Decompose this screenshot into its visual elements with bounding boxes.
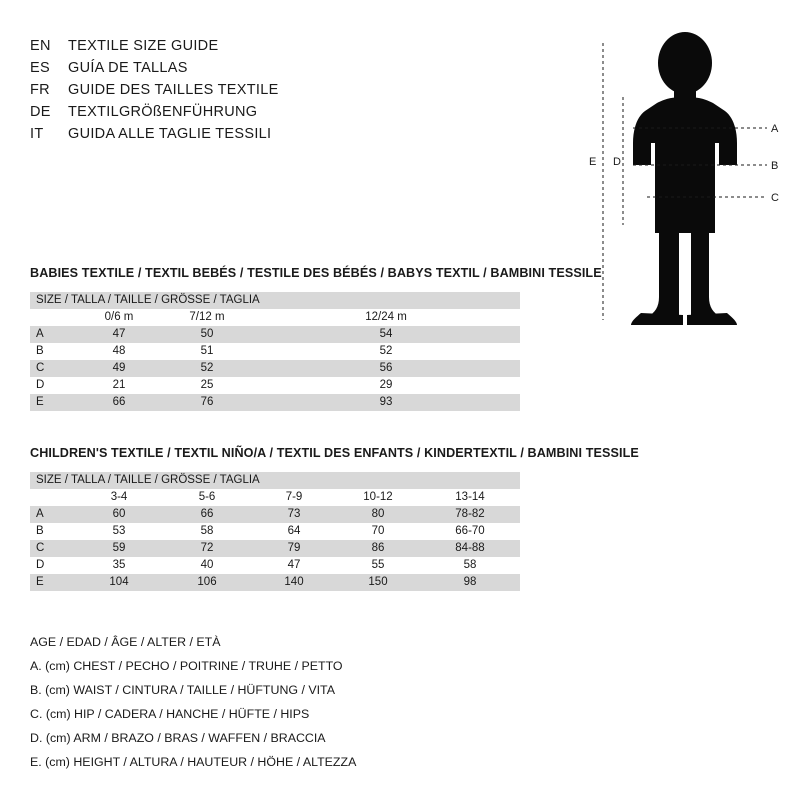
table-row [30,377,520,394]
children-c-2: 79 [287,542,301,554]
legend-item-e: E. (cm) HEIGHT / ALTURA / HAUTEUR / HÖHE / ALTEZZA [30,755,357,769]
legend-title: AGE / EDAD / ÂGE / ALTER / ETÀ [30,635,221,649]
children-e-0: 104 [109,576,129,588]
children-corner-cell [30,489,76,506]
title-row-de [30,104,450,126]
marker-label-e: E [589,156,597,168]
table-row [30,309,520,326]
babies-a-0: 47 [112,328,126,340]
babies-size-header: SIZE / TALLA / TAILLE / GRÖSSE / TAGLIA [30,292,520,309]
table-row [30,557,520,574]
children-size-header: SIZE / TALLA / TAILLE / GRÖSSE / TAGLIA [30,472,520,489]
children-a-2: 73 [287,508,301,520]
table-row [30,360,520,377]
title-text-en: TEXTILE SIZE GUIDE [68,38,219,54]
babies-a-1: 50 [200,328,214,340]
children-e-4: 98 [463,576,477,588]
children-section-heading: CHILDREN'S TEXTILE / TEXTIL NIÑO/A / TEXTIL DES ENFANTS / KINDERTEXTIL / BAMBINI TESSILE [30,446,639,460]
legend-item-d: D. (cm) ARM / BRAZO / BRAS / WAFFEN / BRACCIA [30,731,326,745]
legend-item-c: C. (cm) HIP / CADERA / HANCHE / HÜFTE / HIPS [30,707,310,721]
children-row-label-c: C [36,542,45,554]
children-size-table [30,472,520,591]
children-e-2: 140 [284,576,304,588]
babies-row-label-a: A [36,328,44,340]
title-row-es [30,60,450,82]
table-row [30,523,520,540]
babies-d-0: 21 [112,379,126,391]
children-col-2: 7-9 [252,489,336,506]
children-c-0: 59 [112,542,126,554]
children-b-3: 70 [371,525,385,537]
babies-c-2: 56 [379,362,393,374]
babies-corner-cell [30,309,76,326]
children-col-4: 13-14 [420,489,520,506]
children-d-2: 47 [287,559,301,571]
children-col-3: 10-12 [336,489,420,506]
child-silhouette-icon [575,25,790,325]
children-e-3: 150 [368,576,388,588]
title-lang-de: DE [30,104,51,120]
babies-row-label-e: E [36,396,44,408]
babies-c-0: 49 [112,362,126,374]
babies-a-2: 54 [379,328,393,340]
table-row [30,326,520,343]
measurement-legend [30,630,356,774]
babies-size-table [30,292,520,411]
babies-row-label-c: C [36,362,45,374]
table-row [30,574,520,591]
children-a-0: 60 [112,508,126,520]
children-a-1: 66 [200,508,214,520]
children-c-3: 86 [371,542,385,554]
table-row [30,394,520,411]
title-row-en [30,38,450,60]
children-b-1: 58 [200,525,214,537]
title-lang-es: ES [30,60,50,76]
babies-row-label-b: B [36,345,44,357]
marker-label-c: C [771,192,779,204]
children-d-0: 35 [112,559,126,571]
title-text-it: GUIDA ALLE TAGLIE TESSILI [68,126,272,142]
measurement-figure [575,25,790,325]
babies-b-2: 52 [379,345,393,357]
babies-e-1: 76 [200,396,214,408]
children-a-4: 78-82 [455,508,485,520]
legend-item-a: A. (cm) CHEST / PECHO / POITRINE / TRUHE / PETTO [30,659,343,673]
children-row-label-a: A [36,508,44,520]
title-text-es: GUÍA DE TALLAS [68,60,188,76]
title-text-fr: GUIDE DES TAILLES TEXTILE [68,82,279,98]
children-c-1: 72 [200,542,214,554]
babies-b-1: 51 [200,345,214,357]
children-b-4: 66-70 [455,525,485,537]
table-row [30,506,520,523]
table-row [30,540,520,557]
legend-item-b: B. (cm) WAIST / CINTURA / TAILLE / HÜFTUNG / VITA [30,683,335,697]
babies-col-0: 0/6 m [76,309,162,326]
table-row [30,343,520,360]
babies-e-2: 93 [379,396,393,408]
marker-label-a: A [771,123,779,135]
babies-col-1: 7/12 m [162,309,252,326]
title-block [30,38,450,148]
babies-section-heading: BABIES TEXTILE / TEXTIL BEBÉS / TESTILE DES BÉBÉS / BABYS TEXTIL / BAMBINI TESSILE [30,266,602,280]
children-row-label-e: E [36,576,44,588]
children-col-0: 3-4 [76,489,162,506]
babies-c-1: 52 [200,362,214,374]
title-lang-en: EN [30,38,51,54]
children-col-1: 5-6 [162,489,252,506]
children-b-2: 64 [287,525,301,537]
vertical-guides [603,43,623,320]
marker-label-b: B [771,160,779,172]
children-row-label-d: D [36,559,45,571]
silhouette-body [631,32,737,325]
babies-d-1: 25 [200,379,214,391]
children-a-3: 80 [371,508,385,520]
babies-col-2: 12/24 m [252,309,520,326]
babies-b-0: 48 [112,345,126,357]
children-d-1: 40 [200,559,214,571]
children-d-4: 58 [463,559,477,571]
marker-label-d: D [613,156,621,168]
title-text-de: TEXTILGRÖßENFÜHRUNG [68,104,258,120]
title-lang-it: IT [30,126,44,142]
title-row-it [30,126,450,148]
children-c-4: 84-88 [455,542,485,554]
babies-e-0: 66 [112,396,126,408]
children-e-1: 106 [197,576,217,588]
table-row [30,472,520,489]
table-row [30,292,520,309]
babies-row-label-d: D [36,379,45,391]
children-d-3: 55 [371,559,385,571]
table-row [30,489,520,506]
title-lang-fr: FR [30,82,50,98]
babies-d-2: 29 [379,379,393,391]
title-row-fr [30,82,450,104]
children-b-0: 53 [112,525,126,537]
children-row-label-b: B [36,525,44,537]
